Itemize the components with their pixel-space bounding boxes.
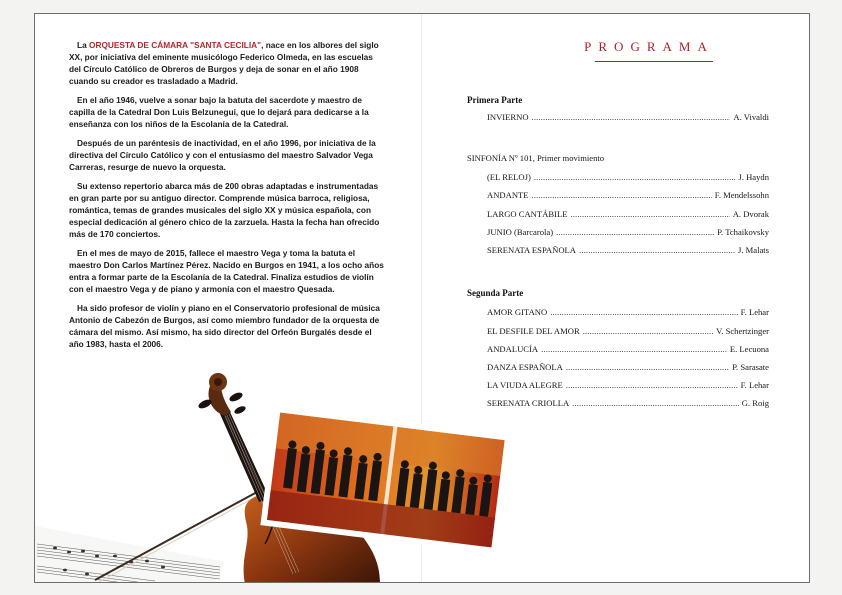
composer: A. Dvorak [732, 209, 769, 219]
piece-title: EL DESFILE DEL AMOR [487, 326, 580, 336]
piece-title: SERENATA ESPAÑOLA [487, 245, 577, 255]
composer: G. Roig [741, 398, 769, 408]
sheet-music-image [35, 526, 225, 583]
illustration [35, 14, 810, 583]
programa-title: PROGRAMA [584, 39, 714, 54]
composer: J. Haydn [738, 172, 769, 182]
program-item [487, 344, 769, 354]
program-item [487, 362, 769, 372]
composer: P. Sarasate [732, 362, 769, 372]
brochure-sheet [34, 13, 810, 583]
composer: F. Mendelssohn [714, 190, 769, 200]
composer: F. Lehar [740, 380, 769, 390]
piece-title: (EL RELOJ) [487, 172, 531, 182]
composer: V. Schertzinger [716, 326, 769, 336]
program-item [487, 380, 769, 390]
piece-title: ANDANTE [487, 190, 529, 200]
paragraph-3: Después de un paréntesis de inactividad, en el año 1996, por iniciativa de la directiva del Círculo Católico y con el entusiasmo del maestro Salvador Vega Carreras, resurge de nuevo la orquesta. [69, 138, 376, 172]
paragraph-5: En el mes de mayo de 2015, fallece el maestro Vega y toma la batuta el maestro Don Carlos Martínez Pérez. Nacido en Burgos en 1941, a los ocho años entra a formar parte de la Escolanía de la Catedral. Finaliza estudios de violín con el maestro Vega y de piano y armonía con el maestro Quesada. [69, 248, 384, 294]
composer: A. Vivaldi [733, 112, 769, 122]
piece-title: SERENATA CRIOLLA [487, 398, 570, 408]
program-item [487, 307, 769, 317]
composer: F. Lehar [740, 307, 769, 317]
primera-parte-heading: Primera Parte [467, 95, 523, 105]
program-item [487, 227, 769, 237]
paragraph-6: Ha sido profesor de violín y piano en el Conservatorio profesional de música Antonio de Cabezón de Burgos, así como miembro fundador de la orquesta de cámara del mismo. Así mismo, ha sido director del Orfeón Burgalés desde el año 1983, hasta el 2006. [69, 303, 380, 349]
program-item [487, 209, 769, 219]
piece-title: INVIERNO [487, 112, 529, 122]
p1-pre: La [77, 40, 89, 50]
p1-post: , nace en los albores del siglo XX, por iniciativa del eminente musicólogo Federico Olmeda, en las escuelas del Círculo Católico de Obreros de Burgos y deja de sonar en el año 1908 cuando su creador es trasladado a Madrid. [69, 40, 379, 86]
program-item [487, 326, 769, 336]
program-item [487, 190, 769, 200]
program-item [487, 398, 769, 408]
piece-title: JUNIO (Barcarola) [487, 227, 554, 237]
orchestra-name: ORQUESTA DE CÁMARA "SANTA CECILIA" [89, 40, 262, 50]
piece-title: LARGO CANTÁBILE [487, 209, 568, 219]
segunda-parte-heading: Segunda Parte [467, 288, 524, 298]
title-rule [595, 61, 713, 62]
piece-title: ANDALUCÍA [487, 344, 539, 354]
program-item-invierno [487, 112, 769, 122]
piece-title: LA VIUDA ALEGRE [487, 380, 563, 390]
paragraph-2: En el año 1946, vuelve a sonar bajo la batuta del sacerdote y maestro de capilla de la Catedral Don Luis Belzunegui, que lo dejará para dedicarse a la enseñanza con los niños de la Escolanía de la Catedral. [69, 95, 369, 129]
piece-title: DANZA ESPAÑOLA [487, 362, 563, 372]
composer: J. Malats [737, 245, 769, 255]
program-item [487, 245, 769, 255]
program-item [487, 172, 769, 182]
piece-title: AMOR GITANO [487, 307, 548, 317]
composer: P. Tchaikovsky [717, 227, 769, 237]
composer: E. Lecuona [729, 344, 769, 354]
sinfonia-heading: SINFONÍA Nº 101, Primer movimiento [467, 153, 605, 163]
paragraph-4: Su extenso repertorio abarca más de 200 obras adaptadas e instrumentadas en gran parte por su antiguo director. Comprende música barroca, religiosa, romántica, temas de grandes musicales del siglo XX y música española, con especial dedicación al género chico de la zarzuela. Hasta la fecha han ofrecido más de 170 conciertos. [69, 181, 380, 239]
